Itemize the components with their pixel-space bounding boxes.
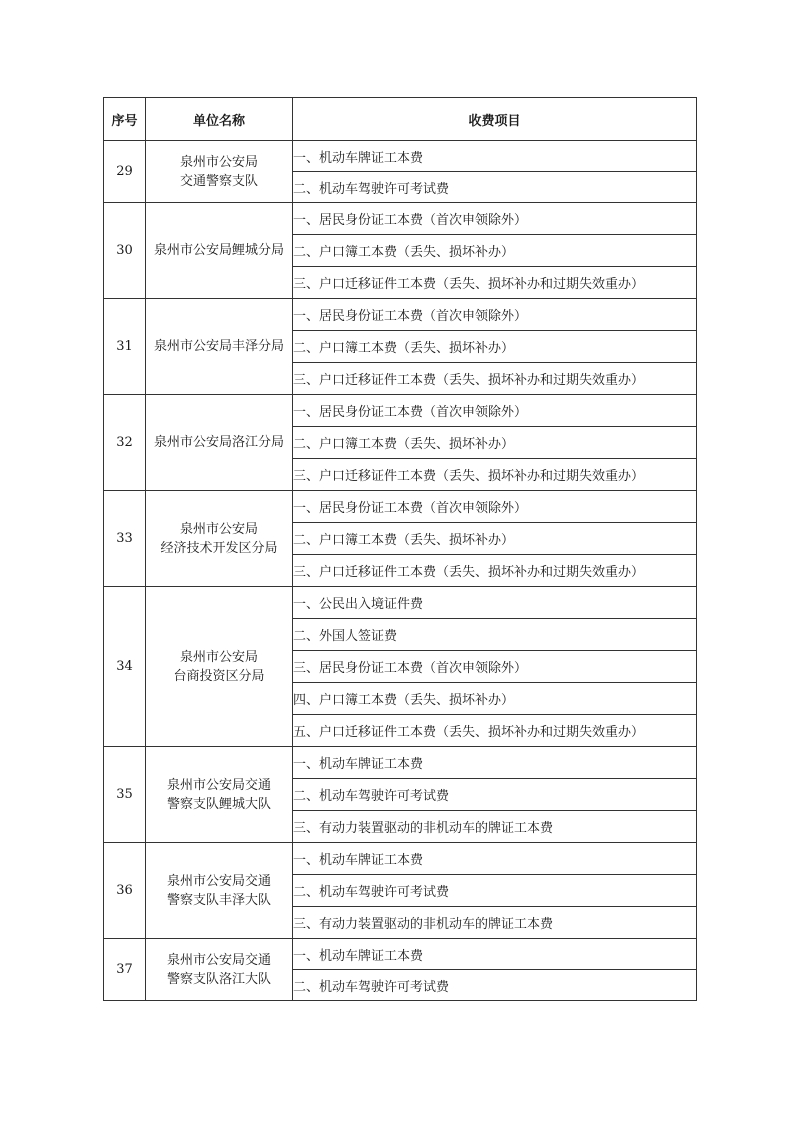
fee-item: 五、户口迁移证件工本费（丢失、损坏补办和过期失效重办） <box>293 715 697 747</box>
fee-item: 二、户口簿工本费（丢失、损坏补办） <box>293 427 697 459</box>
row-unit-name <box>146 299 293 395</box>
row-seq: 32 <box>104 395 146 491</box>
unit-name-line: 台商投资区分局 <box>173 668 265 684</box>
row-seq: 33 <box>104 491 146 587</box>
fee-item: 三、有动力装置驱动的非机动车的牌证工本费 <box>293 811 697 843</box>
row-unit-name <box>146 939 293 1001</box>
fee-item: 一、机动车牌证工本费 <box>293 843 697 875</box>
fee-item: 三、有动力装置驱动的非机动车的牌证工本费 <box>293 907 697 939</box>
fee-item: 三、户口迁移证件工本费（丢失、损坏补办和过期失效重办） <box>293 363 697 395</box>
fee-item: 一、居民身份证工本费（首次申领除外） <box>293 203 697 235</box>
row-seq: 29 <box>104 141 146 203</box>
unit-name-line: 警察支队鲤城大队 <box>166 796 271 812</box>
fee-item: 一、居民身份证工本费（首次申领除外） <box>293 491 697 523</box>
unit-name-line: 泉州市公安局交通 <box>166 777 271 793</box>
fee-table <box>103 97 697 1001</box>
row-unit-name <box>146 395 293 491</box>
row-unit-name <box>146 747 293 843</box>
fee-item: 一、居民身份证工本费（首次申领除外） <box>293 395 697 427</box>
fee-item: 一、机动车牌证工本费 <box>293 939 697 970</box>
unit-name-line: 交通警察支队 <box>179 173 258 189</box>
table-header-row <box>104 98 697 141</box>
row-unit-name <box>146 843 293 939</box>
unit-name-line: 泉州市公安局 <box>179 649 258 665</box>
fee-item: 三、居民身份证工本费（首次申领除外） <box>293 651 697 683</box>
row-seq: 30 <box>104 203 146 299</box>
fee-item: 三、户口迁移证件工本费（丢失、损坏补办和过期失效重办） <box>293 555 697 587</box>
unit-name-line: 泉州市公安局丰泽分局 <box>153 339 284 354</box>
fee-item: 二、户口簿工本费（丢失、损坏补办） <box>293 331 697 363</box>
fee-item: 二、外国人签证费 <box>293 619 697 651</box>
table-row <box>104 299 697 331</box>
fee-item: 一、居民身份证工本费（首次申领除外） <box>293 299 697 331</box>
table-row <box>104 587 697 619</box>
unit-name-line: 警察支队洛江大队 <box>166 971 271 987</box>
row-seq: 36 <box>104 843 146 939</box>
unit-name-line: 泉州市公安局鲤城分局 <box>153 243 284 258</box>
table-row <box>104 141 697 172</box>
table-row <box>104 203 697 235</box>
row-unit-name <box>146 491 293 587</box>
unit-name-line: 经济技术开发区分局 <box>160 540 278 556</box>
fee-item: 二、户口簿工本费（丢失、损坏补办） <box>293 523 697 555</box>
row-seq: 34 <box>104 587 146 747</box>
fee-item: 二、户口簿工本费（丢失、损坏补办） <box>293 235 697 267</box>
fee-item: 二、机动车驾驶许可考试费 <box>293 779 697 811</box>
unit-name-line: 泉州市公安局 <box>179 154 258 170</box>
row-unit-name <box>146 141 293 203</box>
header-items: 收费项目 <box>293 98 697 141</box>
fee-item: 一、机动车牌证工本费 <box>293 141 697 172</box>
header-unit: 单位名称 <box>146 98 293 141</box>
unit-name-line: 泉州市公安局交通 <box>166 952 271 968</box>
fee-item: 一、机动车牌证工本费 <box>293 747 697 779</box>
row-unit-name <box>146 587 293 747</box>
unit-name-line: 警察支队丰泽大队 <box>166 892 271 908</box>
row-unit-name <box>146 203 293 299</box>
table-row <box>104 747 697 779</box>
fee-item: 三、户口迁移证件工本费（丢失、损坏补办和过期失效重办） <box>293 459 697 491</box>
table-body <box>104 141 697 1001</box>
table-row <box>104 491 697 523</box>
fee-item: 二、机动车驾驶许可考试费 <box>293 172 697 203</box>
table-row <box>104 843 697 875</box>
row-seq: 35 <box>104 747 146 843</box>
fee-item: 一、公民出入境证件费 <box>293 587 697 619</box>
fee-item: 二、机动车驾驶许可考试费 <box>293 970 697 1001</box>
unit-name-line: 泉州市公安局交通 <box>166 873 271 889</box>
unit-name-line: 泉州市公安局洛江分局 <box>153 435 284 450</box>
table-row <box>104 939 697 970</box>
fee-item: 四、户口簿工本费（丢失、损坏补办） <box>293 683 697 715</box>
unit-name-line: 泉州市公安局 <box>179 521 258 537</box>
fee-item: 二、机动车驾驶许可考试费 <box>293 875 697 907</box>
row-seq: 37 <box>104 939 146 1001</box>
header-seq: 序号 <box>104 98 146 141</box>
fee-item: 三、户口迁移证件工本费（丢失、损坏补办和过期失效重办） <box>293 267 697 299</box>
table-row <box>104 395 697 427</box>
row-seq: 31 <box>104 299 146 395</box>
